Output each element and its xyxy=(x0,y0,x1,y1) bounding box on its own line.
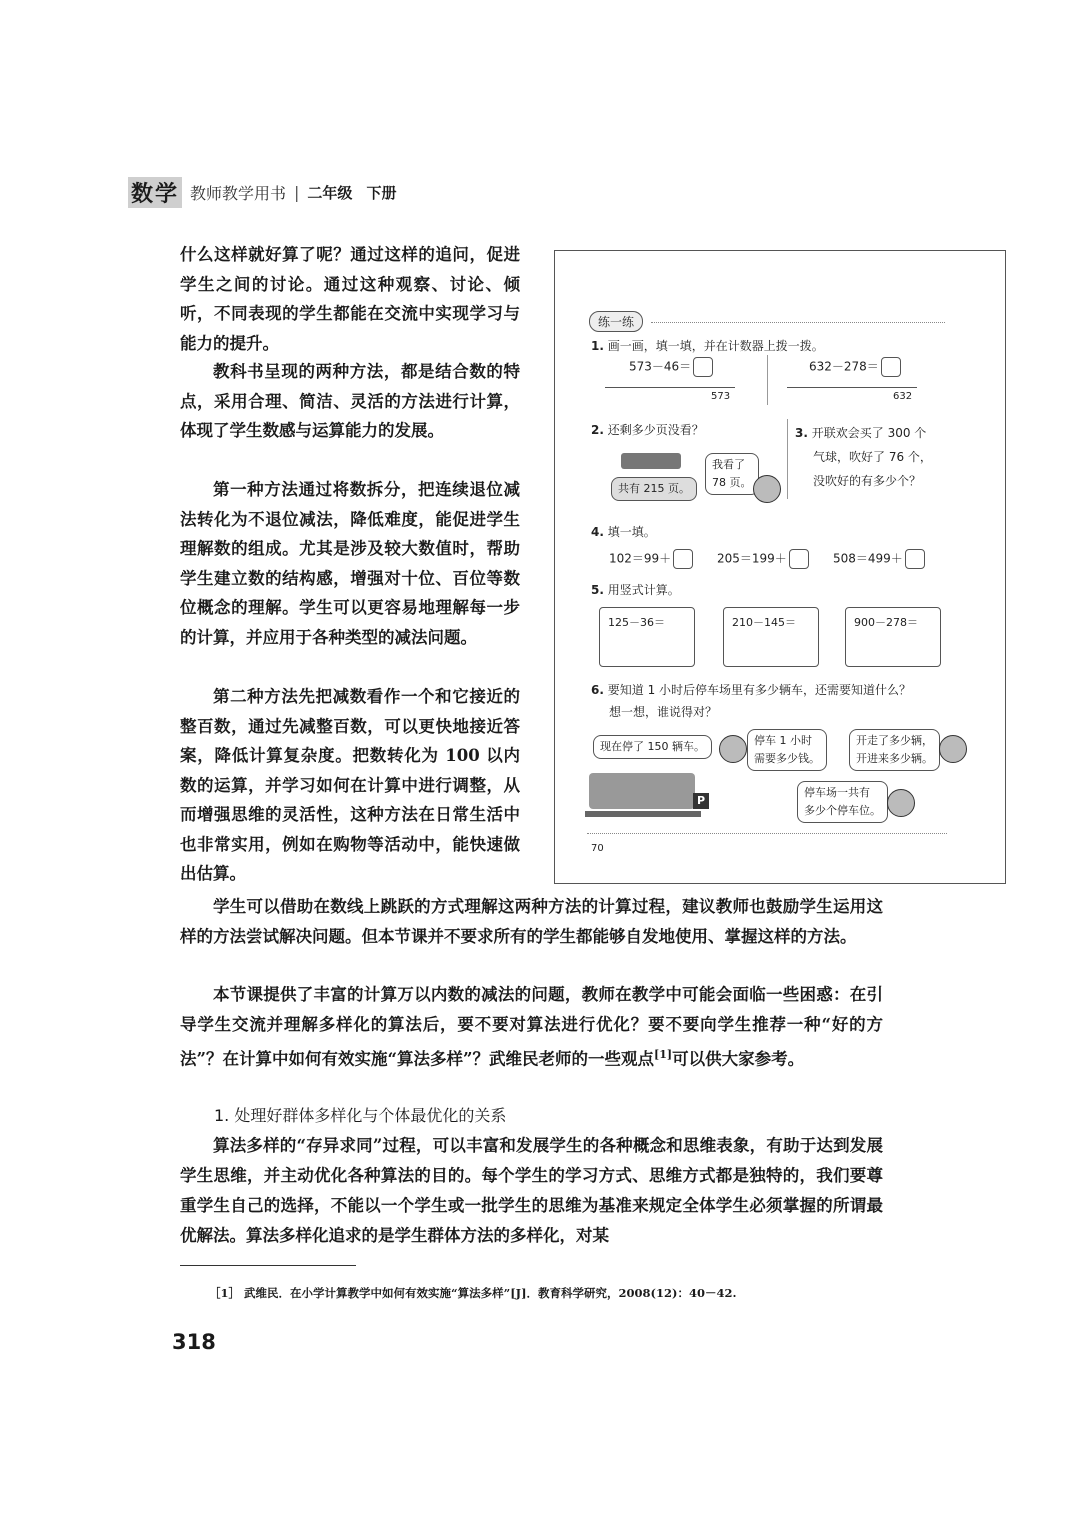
speech-bubble: 现在停了 150 辆车。 xyxy=(593,735,712,759)
parking-sign-icon: P xyxy=(693,793,709,809)
child-face-icon xyxy=(719,735,747,763)
speech-bubble: 停车场一共有 多少个停车位。 xyxy=(797,781,888,823)
left-paragraph: 第二种方法先把减数看作一个和它接近的整百数，通过先减整百数，可以更快地接近答案，降低计算复杂度。把数转化为 100 以内数的运算，并学习如何在计算中进行调整，从而增强思维的灵活性，这种方法在日常生活中也非常实用，例如在购物等活动中，能快速做出估算。 xyxy=(180,687,520,883)
child-face-icon xyxy=(753,475,781,503)
page-divider xyxy=(587,833,947,834)
textbook-page-image xyxy=(554,250,1006,884)
number-line-label: 573 xyxy=(711,391,731,402)
parking-lot-illustration xyxy=(589,773,695,809)
book-title: 教师教学用书 xyxy=(190,183,287,203)
number-line xyxy=(787,387,917,388)
q1-left-equation: 573－46＝ xyxy=(629,357,713,377)
question-number: 4. xyxy=(591,525,604,539)
q4-equation: 205＝199＋ xyxy=(717,549,809,569)
number-line-label: 632 xyxy=(893,391,913,402)
book-icon xyxy=(621,453,681,469)
grade-label: 二年级 xyxy=(307,183,353,202)
answer-box xyxy=(693,357,713,377)
section-divider xyxy=(651,322,945,323)
subheading: 1. 处理好群体多样化与个体最优化的关系 xyxy=(214,1106,507,1125)
footnote-rule xyxy=(180,1265,356,1266)
work-box: 125－36＝ xyxy=(599,607,695,667)
left-paragraph: 教科书呈现的两种方法，都是结合数的特点，采用合理、简洁、灵活的方法进行计算，体现了学生数感与运算能力的发展。 xyxy=(180,362,520,440)
citation-mark: [1] xyxy=(653,1048,673,1061)
body-paragraph: 本节课提供了丰富的计算万以内数的减法的问题，教师在教学中可能会面临一些困惑：在引导学生交流并理解多样化的算法后，要不要对算法进行优化？要不要向学生推荐一种“好的方法”？在计算中如何有效实施“算法多样”？武维民老师的一些观点[1]可以供大家参考。 xyxy=(180,985,883,1069)
question-number: 2. xyxy=(591,423,604,437)
book-label: 共有 215 页。 xyxy=(611,477,697,501)
question-text: 填一填。 xyxy=(607,525,656,539)
answer-box xyxy=(673,549,693,569)
body-paragraph: 算法多样的“存异求同”过程，可以丰富和发展学生的各种概念和思维表象，有助于达到发展学生思维，并主动优化各种算法的目的。每个学生的学习方式、思维方式都是独特的，我们要尊重学生自己的选择，不能以一个学生或一批学生的思维为基准来规定全体学生必须掌握的所谓最优解法。算法多样化追求的是学生群体方法的多样化，对某 xyxy=(180,1136,883,1245)
answer-box xyxy=(881,357,901,377)
speech-bubble: 开走了多少辆， 开进来多少辆。 xyxy=(849,729,940,771)
body-paragraph: 学生可以借助在数线上跳跃的方式理解这两种方法的计算过程，建议教师也鼓励学生运用这样的方法尝试解决问题。但本节课并不要求所有的学生都能够自发地使用、掌握这样的方法。 xyxy=(180,897,883,946)
q4-equation: 508＝499＋ xyxy=(833,549,925,569)
volume-label: 下册 xyxy=(366,183,397,202)
work-box: 900－278＝ xyxy=(845,607,941,667)
footnote: ［1］ 武维民．在小学计算教学中如何有效实施“算法多样”[J]．教育科学研究，2008(12)：40－42. xyxy=(209,1286,737,1300)
answer-box xyxy=(905,549,925,569)
question-4 xyxy=(591,523,656,540)
left-paragraph: 第一种方法通过将数拆分，把连续退位减法转化为不退位减法，降低难度，能促进学生理解数的组成。尤其是涉及较大数值时，帮助学生建立数的结构感，增强对十位、百位等数位概念的理解。学生可以更容易地理解每一步的计算，并应用于各种类型的减法问题。 xyxy=(180,480,520,647)
speech-bubble: 我看了 78 页。 xyxy=(705,453,759,495)
question-2 xyxy=(591,421,704,438)
question-text: 还剩多少页没看？ xyxy=(607,423,704,437)
question-text: 用竖式计算。 xyxy=(607,583,680,597)
section-tab: 练一练 xyxy=(589,311,643,332)
number-line xyxy=(605,387,735,388)
speech-bubble: 停车 1 小时 需要多少钱。 xyxy=(747,729,827,771)
question-5 xyxy=(591,581,680,598)
page-header xyxy=(128,176,396,208)
subject-logo: 数学 xyxy=(128,177,182,208)
work-box: 210－145＝ xyxy=(723,607,819,667)
question-text: 画一画，填一填，并在计数器上拨一拨。 xyxy=(607,339,824,353)
page-number: 318 xyxy=(172,1330,216,1354)
child-face-icon xyxy=(939,735,967,763)
child-face-icon xyxy=(887,789,915,817)
question-6: 6. 要知道 1 小时后停车场里有多少辆车，还需要知道什么？ 想一想，谁说得对？ xyxy=(591,683,912,719)
answer-box xyxy=(789,549,809,569)
question-number: 1. xyxy=(591,339,604,353)
q4-equation: 102＝99＋ xyxy=(609,549,693,569)
header-separator: | xyxy=(294,182,300,202)
left-paragraph: 什么这样就好算了呢？通过这样的追问，促进学生之间的讨论。通过这种观察、讨论、倾听，不同表现的学生都能在交流中实现学习与能力的提升。 xyxy=(180,245,520,353)
column-divider xyxy=(767,355,768,405)
textbook-page-number: 70 xyxy=(591,843,604,854)
question-1 xyxy=(591,337,824,354)
question-number: 5. xyxy=(591,583,604,597)
q1-right-equation: 632－278＝ xyxy=(809,357,901,377)
column-divider xyxy=(787,419,788,499)
question-3: 3. 开联欢会买了 300 个 气球，吹好了 76 个， 没吹好的有多少个？ xyxy=(795,426,932,488)
parking-ground xyxy=(585,811,701,817)
